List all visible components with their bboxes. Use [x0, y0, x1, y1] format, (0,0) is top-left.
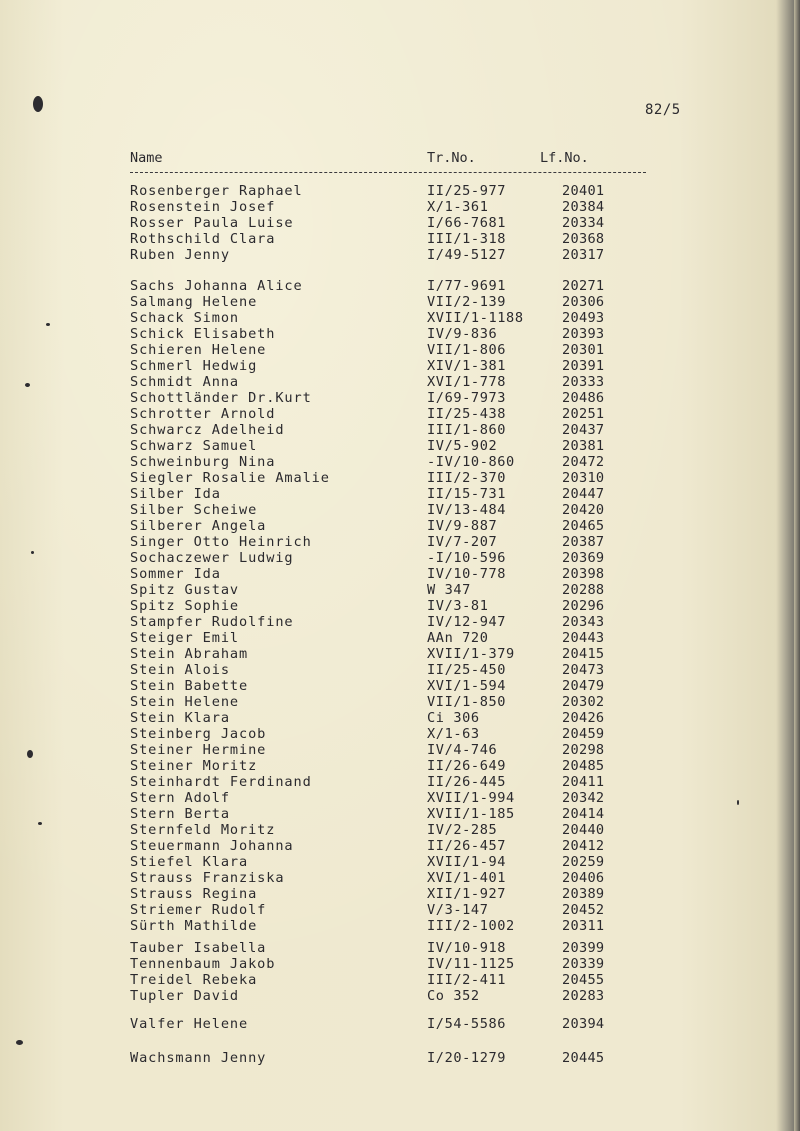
- row-name: Stein Klara: [130, 710, 230, 726]
- row-tr-no: IV/9-887: [427, 518, 498, 534]
- row-name: Stein Babette: [130, 678, 249, 694]
- row-name: Schrotter Arnold: [130, 406, 276, 422]
- page-number: 82/5: [645, 102, 681, 118]
- list-row: [0, 902, 800, 918]
- row-lf-no: 20415: [562, 646, 605, 662]
- column-header: [130, 150, 650, 170]
- list-row: [0, 646, 800, 662]
- row-lf-no: 20414: [562, 806, 605, 822]
- row-name: Schack Simon: [130, 310, 240, 326]
- row-tr-no: III/1-860: [427, 422, 507, 438]
- row-tr-no: I/69-7973: [427, 390, 507, 406]
- row-tr-no: XVI/1-594: [427, 678, 507, 694]
- row-tr-no: XIV/1-381: [427, 358, 507, 374]
- row-lf-no: 20479: [562, 678, 605, 694]
- list-row: [0, 870, 800, 886]
- row-lf-no: 20394: [562, 1016, 605, 1032]
- row-tr-no: I/77-9691: [427, 278, 507, 294]
- row-lf-no: 20393: [562, 326, 605, 342]
- row-tr-no: X/1-63: [427, 726, 480, 742]
- row-name: Rosenberger Raphael: [130, 183, 303, 199]
- list-row: [0, 1016, 800, 1032]
- list-row: [0, 918, 800, 934]
- margin-ink-mark: [25, 383, 30, 387]
- list-row: [0, 374, 800, 390]
- row-name: Ruben Jenny: [130, 247, 230, 263]
- list-row: [0, 278, 800, 294]
- row-name: Schieren Helene: [130, 342, 267, 358]
- row-tr-no: AAn 720: [427, 630, 489, 646]
- row-tr-no: III/2-411: [427, 972, 507, 988]
- list-row: [0, 806, 800, 822]
- row-name: Salmang Helene: [130, 294, 258, 310]
- list-row: [0, 215, 800, 231]
- row-name: Stein Helene: [130, 694, 240, 710]
- row-lf-no: 20426: [562, 710, 605, 726]
- row-name: Rosser Paula Luise: [130, 215, 294, 231]
- row-name: Treidel Rebeka: [130, 972, 258, 988]
- list-row: [0, 326, 800, 342]
- margin-ink-mark: [31, 551, 34, 554]
- row-name: Stiefel Klara: [130, 854, 249, 870]
- row-lf-no: 20384: [562, 199, 605, 215]
- row-name: Wachsmann Jenny: [130, 1050, 267, 1066]
- row-tr-no: III/2-1002: [427, 918, 515, 934]
- margin-ink-mark: [46, 323, 50, 326]
- margin-ink-mark: [737, 800, 739, 805]
- row-lf-no: 20296: [562, 598, 605, 614]
- row-lf-no: 20301: [562, 342, 605, 358]
- row-lf-no: 20459: [562, 726, 605, 742]
- list-row: [0, 566, 800, 582]
- margin-ink-mark: [38, 822, 42, 825]
- row-name: Steiger Emil: [130, 630, 240, 646]
- list-row: [0, 358, 800, 374]
- row-tr-no: XVI/1-401: [427, 870, 507, 886]
- row-name: Steinberg Jacob: [130, 726, 267, 742]
- list-row: [0, 972, 800, 988]
- row-lf-no: 20369: [562, 550, 605, 566]
- row-lf-no: 20411: [562, 774, 605, 790]
- row-tr-no: IV/4-746: [427, 742, 498, 758]
- row-name: Steinhardt Ferdinand: [130, 774, 312, 790]
- row-lf-no: 20452: [562, 902, 605, 918]
- row-name: Sochaczewer Ludwig: [130, 550, 294, 566]
- row-tr-no: III/2-370: [427, 470, 507, 486]
- row-lf-no: 20406: [562, 870, 605, 886]
- row-name: Stampfer Rudolfine: [130, 614, 294, 630]
- row-tr-no: II/26-649: [427, 758, 507, 774]
- row-name: Tauber Isabella: [130, 940, 267, 956]
- row-lf-no: 20398: [562, 566, 605, 582]
- row-tr-no: II/26-457: [427, 838, 507, 854]
- header-lf-no: Lf.No.: [540, 150, 589, 166]
- row-name: Striemer Rudolf: [130, 902, 267, 918]
- row-lf-no: 20399: [562, 940, 605, 956]
- row-name: Siegler Rosalie Amalie: [130, 470, 330, 486]
- list-row: [0, 486, 800, 502]
- row-tr-no: II/25-438: [427, 406, 507, 422]
- row-tr-no: IV/11-1125: [427, 956, 515, 972]
- row-lf-no: 20443: [562, 630, 605, 646]
- row-tr-no: XVII/1-185: [427, 806, 515, 822]
- row-name: Schwarcz Adelheid: [130, 422, 285, 438]
- row-name: Stein Abraham: [130, 646, 249, 662]
- row-lf-no: 20420: [562, 502, 605, 518]
- row-name: Spitz Gustav: [130, 582, 240, 598]
- row-lf-no: 20251: [562, 406, 605, 422]
- row-name: Sternfeld Moritz: [130, 822, 276, 838]
- row-lf-no: 20368: [562, 231, 605, 247]
- row-name: Steuermann Johanna: [130, 838, 294, 854]
- row-lf-no: 20259: [562, 854, 605, 870]
- list-row: [0, 774, 800, 790]
- row-name: Schmidt Anna: [130, 374, 240, 390]
- row-tr-no: I/20-1279: [427, 1050, 507, 1066]
- list-row: [0, 342, 800, 358]
- row-lf-no: 20465: [562, 518, 605, 534]
- row-name: Tennenbaum Jakob: [130, 956, 276, 972]
- list-row: [0, 502, 800, 518]
- list-row: [0, 550, 800, 566]
- row-tr-no: XVII/1-94: [427, 854, 507, 870]
- row-lf-no: 20310: [562, 470, 605, 486]
- row-name: Silberer Angela: [130, 518, 267, 534]
- row-lf-no: 20447: [562, 486, 605, 502]
- row-name: Schmerl Hedwig: [130, 358, 258, 374]
- list-row: [0, 183, 800, 199]
- list-row: [0, 940, 800, 956]
- row-lf-no: 20455: [562, 972, 605, 988]
- row-name: Singer Otto Heinrich: [130, 534, 312, 550]
- row-lf-no: 20311: [562, 918, 605, 934]
- row-name: Schottländer Dr.Kurt: [130, 390, 312, 406]
- row-lf-no: 20333: [562, 374, 605, 390]
- list-row: [0, 438, 800, 454]
- row-tr-no: IV/13-484: [427, 502, 507, 518]
- row-name: Strauss Franziska: [130, 870, 285, 886]
- row-tr-no: XVII/1-379: [427, 646, 515, 662]
- list-row: [0, 470, 800, 486]
- row-tr-no: X/1-361: [427, 199, 489, 215]
- row-lf-no: 20339: [562, 956, 605, 972]
- list-row: [0, 518, 800, 534]
- row-tr-no: IV/3-81: [427, 598, 489, 614]
- row-tr-no: IV/10-918: [427, 940, 507, 956]
- header-tr-no: Tr.No.: [427, 150, 476, 166]
- list-row: [0, 726, 800, 742]
- row-name: Silber Ida: [130, 486, 221, 502]
- row-lf-no: 20493: [562, 310, 605, 326]
- row-lf-no: 20486: [562, 390, 605, 406]
- row-tr-no: I/66-7681: [427, 215, 507, 231]
- list-row: [0, 422, 800, 438]
- row-name: Stern Adolf: [130, 790, 230, 806]
- list-row: [0, 822, 800, 838]
- row-tr-no: XVII/1-994: [427, 790, 515, 806]
- row-lf-no: 20317: [562, 247, 605, 263]
- row-lf-no: 20440: [562, 822, 605, 838]
- row-tr-no: IV/10-778: [427, 566, 507, 582]
- list-row: [0, 988, 800, 1004]
- list-row: [0, 678, 800, 694]
- row-tr-no: IV/9-836: [427, 326, 498, 342]
- row-tr-no: V/3-147: [427, 902, 489, 918]
- row-name: Stein Alois: [130, 662, 230, 678]
- list-row: [0, 598, 800, 614]
- row-lf-no: 20445: [562, 1050, 605, 1066]
- row-tr-no: VII/1-806: [427, 342, 507, 358]
- list-row: [0, 231, 800, 247]
- row-tr-no: IV/7-207: [427, 534, 498, 550]
- row-lf-no: 20437: [562, 422, 605, 438]
- row-lf-no: 20342: [562, 790, 605, 806]
- row-lf-no: 20473: [562, 662, 605, 678]
- row-lf-no: 20387: [562, 534, 605, 550]
- margin-ink-mark: [27, 750, 33, 758]
- list-row: [0, 390, 800, 406]
- row-lf-no: 20298: [562, 742, 605, 758]
- row-lf-no: 20381: [562, 438, 605, 454]
- list-row: [0, 582, 800, 598]
- row-name: Steiner Hermine: [130, 742, 267, 758]
- list-row: [0, 790, 800, 806]
- row-tr-no: -IV/10-860: [427, 454, 515, 470]
- row-tr-no: IV/5-902: [427, 438, 498, 454]
- row-tr-no: I/54-5586: [427, 1016, 507, 1032]
- list-row: [0, 247, 800, 263]
- row-lf-no: 20391: [562, 358, 605, 374]
- list-row: [0, 662, 800, 678]
- row-name: Tupler David: [130, 988, 240, 1004]
- row-tr-no: VII/2-139: [427, 294, 507, 310]
- row-name: Sürth Mathilde: [130, 918, 258, 934]
- row-lf-no: 20283: [562, 988, 605, 1004]
- header-rule: [130, 172, 646, 173]
- row-tr-no: I/49-5127: [427, 247, 507, 263]
- list-row: [0, 838, 800, 854]
- row-lf-no: 20412: [562, 838, 605, 854]
- row-lf-no: 20401: [562, 183, 605, 199]
- row-name: Valfer Helene: [130, 1016, 249, 1032]
- list-row: [0, 742, 800, 758]
- list-row: [0, 886, 800, 902]
- row-tr-no: II/25-977: [427, 183, 507, 199]
- list-row: [0, 310, 800, 326]
- row-tr-no: IV/12-947: [427, 614, 507, 630]
- list-row: [0, 199, 800, 215]
- row-name: Spitz Sophie: [130, 598, 240, 614]
- list-row: [0, 534, 800, 550]
- row-tr-no: II/15-731: [427, 486, 507, 502]
- row-tr-no: Co 352: [427, 988, 480, 1004]
- row-name: Schick Elisabeth: [130, 326, 276, 342]
- row-tr-no: IV/2-285: [427, 822, 498, 838]
- list-row: [0, 758, 800, 774]
- row-tr-no: VII/1-850: [427, 694, 507, 710]
- row-tr-no: XVI/1-778: [427, 374, 507, 390]
- row-tr-no: II/26-445: [427, 774, 507, 790]
- list-row: [0, 294, 800, 310]
- binder-hole-mark: [33, 96, 43, 112]
- list-row: [0, 454, 800, 470]
- row-tr-no: XVII/1-1188: [427, 310, 524, 326]
- list-row: [0, 406, 800, 422]
- row-tr-no: III/1-318: [427, 231, 507, 247]
- row-name: Steiner Moritz: [130, 758, 258, 774]
- row-name: Stern Berta: [130, 806, 230, 822]
- list-row: [0, 614, 800, 630]
- row-tr-no: Ci 306: [427, 710, 480, 726]
- list-row: [0, 1050, 800, 1066]
- row-tr-no: -I/10-596: [427, 550, 507, 566]
- row-name: Strauss Regina: [130, 886, 258, 902]
- row-lf-no: 20472: [562, 454, 605, 470]
- row-name: Silber Scheiwe: [130, 502, 258, 518]
- list-row: [0, 854, 800, 870]
- row-name: Schweinburg Nina: [130, 454, 276, 470]
- row-lf-no: 20306: [562, 294, 605, 310]
- list-row: [0, 710, 800, 726]
- row-name: Sommer Ida: [130, 566, 221, 582]
- list-row: [0, 694, 800, 710]
- list-row: [0, 630, 800, 646]
- row-tr-no: XII/1-927: [427, 886, 507, 902]
- row-tr-no: II/25-450: [427, 662, 507, 678]
- row-lf-no: 20389: [562, 886, 605, 902]
- margin-ink-mark: [16, 1040, 23, 1045]
- row-lf-no: 20485: [562, 758, 605, 774]
- row-tr-no: W 347: [427, 582, 471, 598]
- row-lf-no: 20271: [562, 278, 605, 294]
- row-name: Sachs Johanna Alice: [130, 278, 303, 294]
- row-name: Schwarz Samuel: [130, 438, 258, 454]
- row-lf-no: 20343: [562, 614, 605, 630]
- row-name: Rothschild Clara: [130, 231, 276, 247]
- list-row: [0, 956, 800, 972]
- header-name: Name: [130, 150, 163, 166]
- row-lf-no: 20288: [562, 582, 605, 598]
- row-name: Rosenstein Josef: [130, 199, 276, 215]
- row-lf-no: 20334: [562, 215, 605, 231]
- row-lf-no: 20302: [562, 694, 605, 710]
